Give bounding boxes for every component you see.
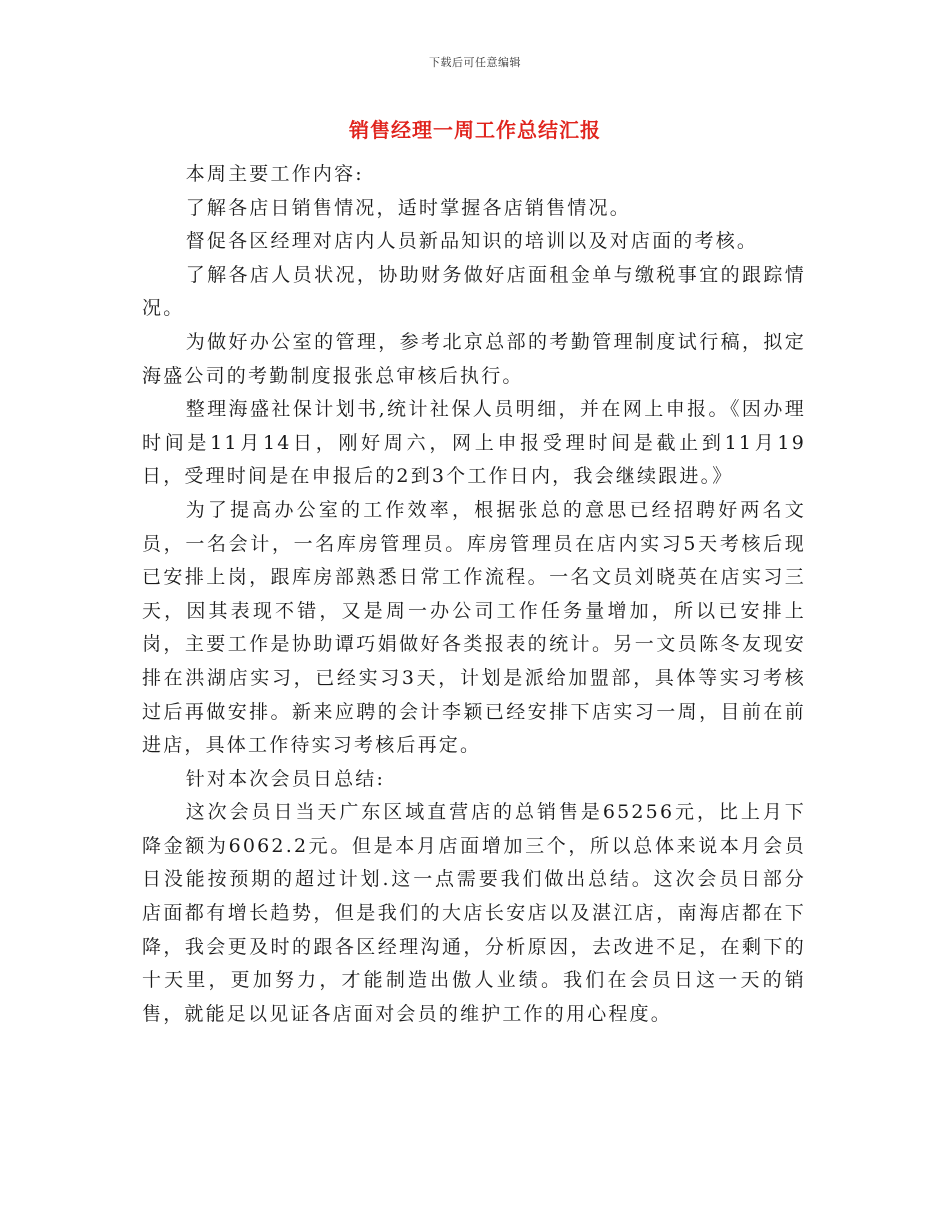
paragraph-member-day-heading: 针对本次会员日总结: — [185, 767, 386, 790]
paragraph-staff-status: 了解各店人员状况，协助财务做好店面租金单与缴税事宜的跟踪情况。 — [142, 263, 806, 320]
paragraph-daily-sales: 了解各店日销售情况，适时掌握各店销售情况。 — [185, 196, 631, 219]
paragraph-member-day-summary: 这次会员日当天广东区域直营店的总销售是65256元，比上月下降金额为6062.2元。但是本月店面增加三个，所以总体来说本月会员日没能按预期的超过计划.这一点需要我们做出总结。这次会员日部分店面都有增长趋势，但是我们的大店长安店以及湛江店，南海店都在下降，我会更及时的跟各区经理沟通，分析原因，去改进不足，在剩下的十天里，更加努力，才能制造出傲人业绩。我们在会员日这一天的销售，就能足以见证各店面对会员的维护工作的用心程度。 — [142, 801, 806, 1025]
document-title: 销售经理一周工作总结汇报 — [349, 118, 601, 142]
paragraph-social-insurance: 整理海盛社保计划书,统计社保人员明细，并在网上申报。《因办理时间是11月14日，刚好周六，网上申报受理时间是截止到11月19日，受理时间是在申报后的2到3个工作日内，我会继续跟进。》 — [142, 398, 806, 488]
page-header-note: 下载后可任意编辑 — [429, 56, 521, 69]
paragraph-work-content-heading: 本周主要工作内容: — [185, 163, 364, 185]
paragraph-recruitment: 为了提高办公室的工作效率，根据张总的意思已经招聘好两名文员，一名会计，一名库房管理员。库房管理员在店内实习5天考核后现已安排上岗，跟库房部熟悉日常工作流程。一名文员刘晓英在店实习三天，因其表现不错，又是周一办公司工作任务量增加，所以已安排上岗，主要工作是协助谭巧娟做好各类报表的统计。另一文员陈冬友现安排在洪湖店实习，已经实习3天，计划是派给加盟部，具体等实习考核过后再做安排。新来应聘的会计李颖已经安排下店实习一周，目前在前进店，具体工作待实习考核后再定。 — [142, 498, 806, 757]
paragraph-training-supervision: 督促各区经理对店内人员新品知识的培训以及对店面的考核。 — [185, 230, 759, 253]
document-body — [142, 158, 806, 1031]
paragraph-office-management: 为做好办公室的管理，参考北京总部的考勤管理制度试行稿，拟定海盛公司的考勤制度报张总审核后执行。 — [142, 330, 806, 387]
